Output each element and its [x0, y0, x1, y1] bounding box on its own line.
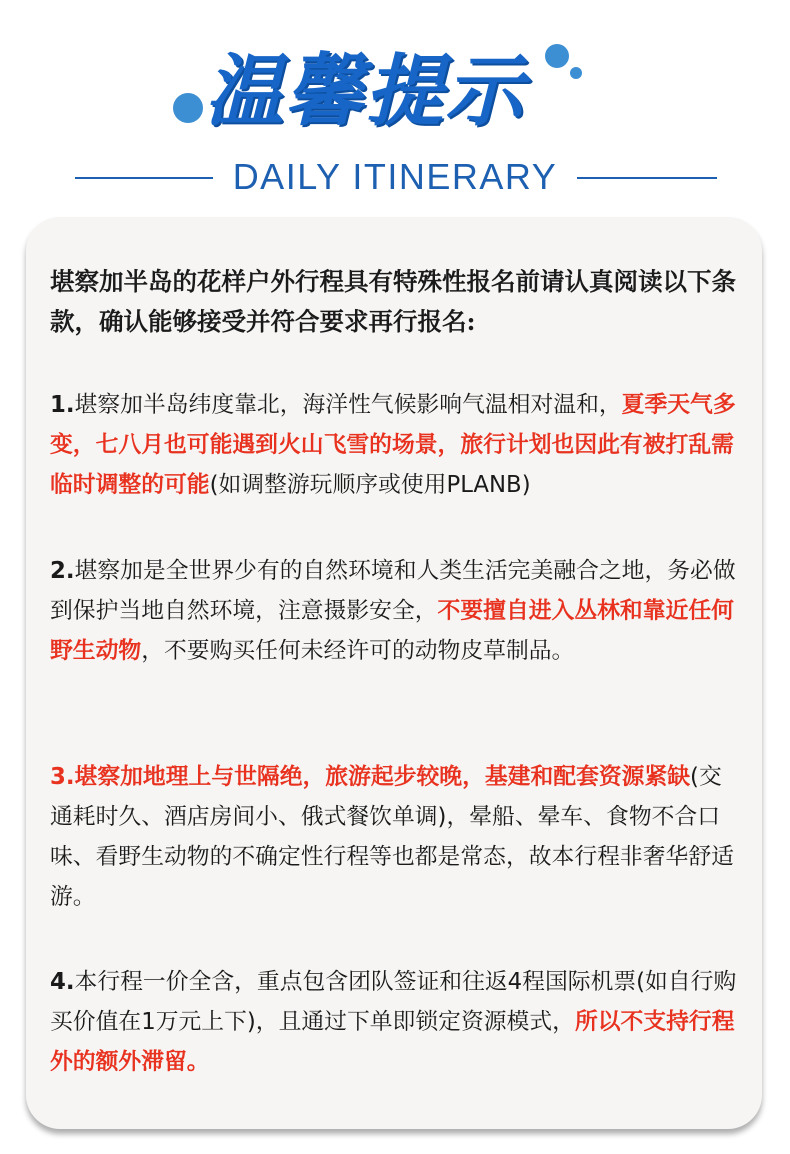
divider-left: [75, 177, 213, 179]
item-text: 堪察加是全世界少有的自然环境和人类生活完美融合之地，务必做到保护当地自然环境，注意摄影安全，: [50, 558, 736, 624]
item-highlight: 夏季天气多变，七八月也可能遇到火山飞雪的场景，旅行计划也因此有被打乱需临时调整的可能: [50, 392, 736, 498]
decorative-dot-left: [173, 93, 203, 123]
item-text-tail: (交通耗时久、酒店房间小、俄式餐饮单调)，晕船、晕车、食物不合口味、看野生动物的不确定性行程等也都是常态，故本行程非奢华舒适游。: [50, 764, 734, 910]
page-title: 温馨提示: [205, 47, 526, 137]
page-subtitle: DAILY ITINERARY: [232, 156, 558, 197]
notice-item-2: [50, 551, 740, 671]
subtitle-row: [0, 152, 790, 202]
item-number: 3.: [50, 764, 75, 790]
header: [0, 0, 790, 215]
item-number: 4.: [50, 969, 75, 995]
decorative-dot-right-large: [545, 44, 569, 68]
item-highlight: 不要擅自进入丛林和靠近任何野生动物: [50, 598, 734, 664]
item-text-tail: ，不要购买任何未经许可的动物皮草制品。: [141, 638, 575, 664]
item-number: 2.: [50, 558, 75, 584]
item-number: 1.: [50, 392, 75, 418]
item-highlight: 堪察加地理上与世隔绝，旅游起步较晚，基建和配套资源紧缺: [74, 764, 691, 790]
item-text: 本行程一价全含，重点包含团队签证和往返4程国际机票(如自行购买价值在1万元上下)，且通过下单即锁定资源模式，: [50, 969, 737, 1035]
notice-item-1: [50, 385, 740, 505]
notice-item-4: [50, 962, 740, 1082]
notice-item-3: [50, 757, 740, 917]
item-text: 堪察加半岛纬度靠北，海洋性气候影响气温相对温和，: [74, 392, 622, 418]
item-text-tail: (如调整游玩顺序或使用PLANB): [209, 472, 531, 498]
divider-right: [577, 177, 717, 179]
decorative-dot-right-small: [570, 67, 582, 79]
notice-intro: 堪察加半岛的花样户外行程具有特殊性报名前请认真阅读以下条款，确认能够接受并符合要求再行报名:: [50, 267, 736, 336]
item-highlight: 所以不支持行程外的额外滞留。: [50, 1009, 735, 1075]
